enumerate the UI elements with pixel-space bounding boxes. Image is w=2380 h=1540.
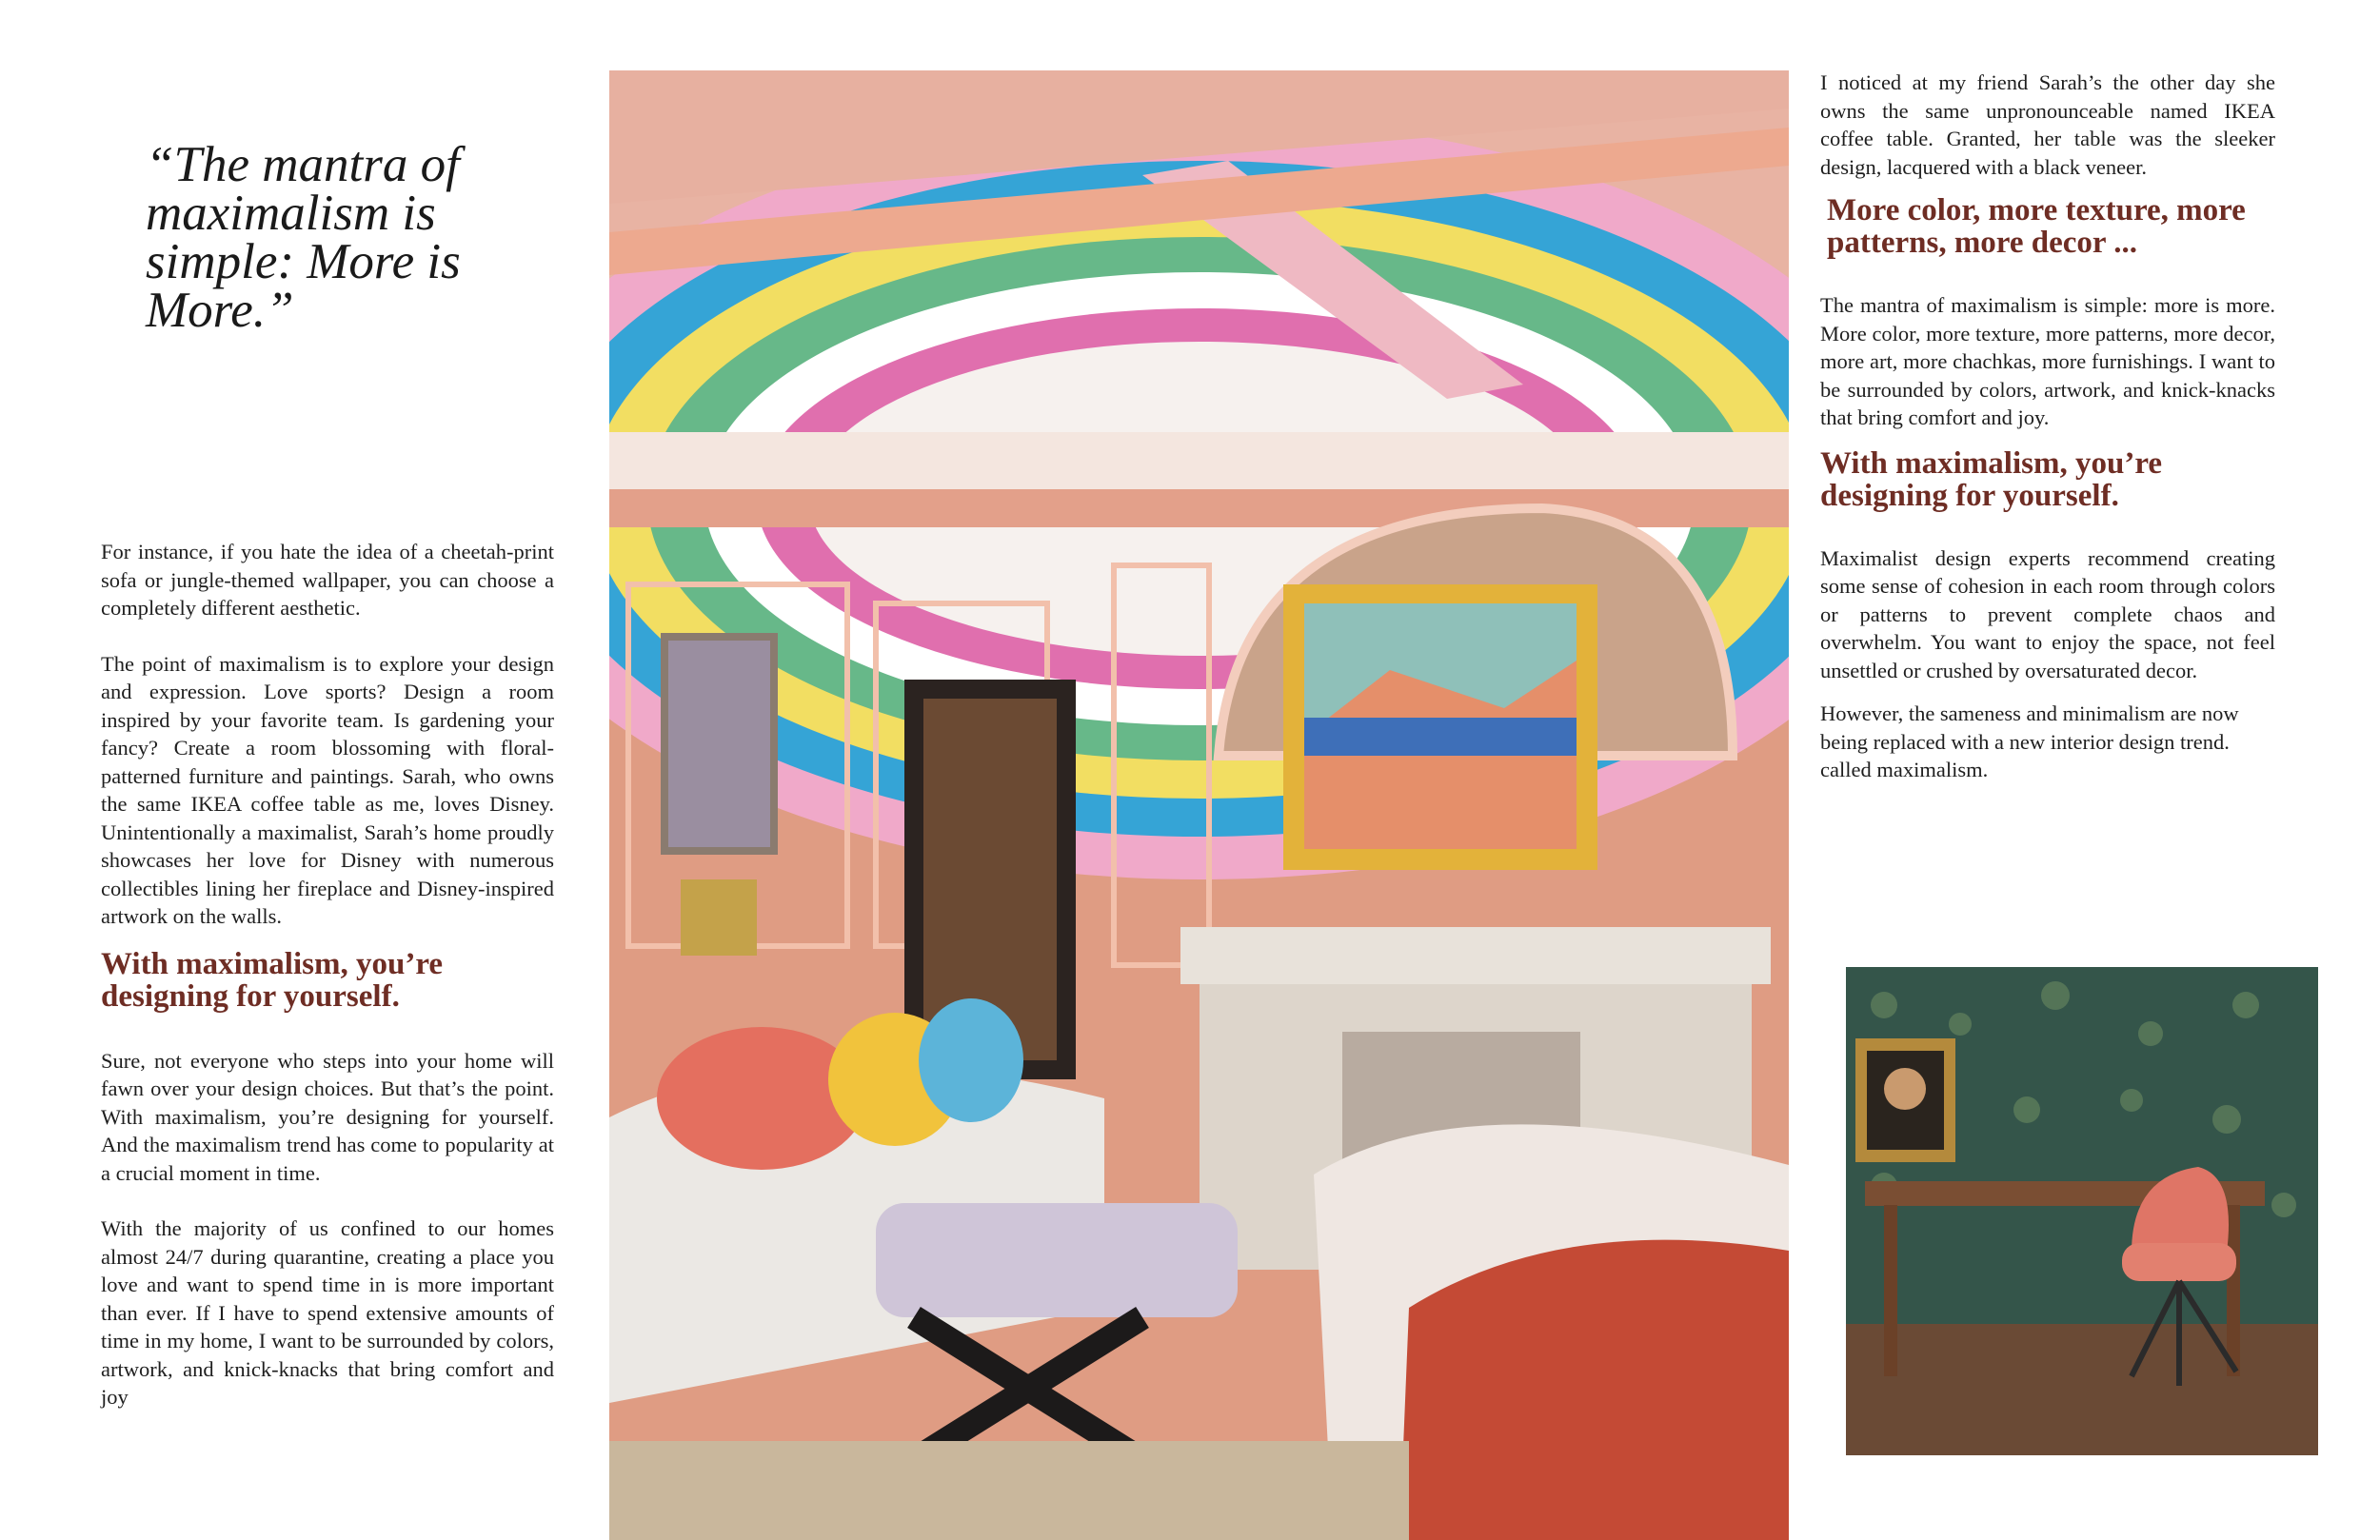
- left-paragraph-1: For instance, if you hate the idea of a cheetah-print sofa or jungle-themed wallpaper, you can choose a completely different aesthetic.: [101, 540, 554, 620]
- right-heading-2: With maximalism, you’re designing for yourself.: [1820, 445, 2163, 513]
- right-paragraph-1: I noticed at my friend Sarah’s the other day she owns the same unpronounceable named IKEA coffee table. Granted, her table was the sleeker design, lacquered with a black veneer.: [1820, 70, 2275, 179]
- right-paragraph-3: Maximalist design experts recommend creating some sense of cohesion in each room through colors or patterns to prevent complete chaos and overwhelm. You want to enjoy the space, not feel unsettled or crushed by oversaturated decor.: [1820, 545, 2275, 682]
- right-paragraph-4: However, the sameness and minimalism are now being replaced with a new interior design trend. called maximalism.: [1820, 701, 2239, 781]
- left-paragraph-2: The point of maximalism is to explore your design and expression. Love sports? Design a room inspired by your favorite team. Is gardening your fancy? Create a room blossoming with floral-patterned furniture and paintings. Sarah, who owns the same IKEA coffee table as me, loves Disney. Unintentionally a maximalist, Sarah’s home proudly showcases her love for Disney with numerous collectibles lining her fireplace and Disney-inspired artwork on the walls.: [101, 651, 554, 928]
- left-heading: With maximalism, you’re designing for yourself.: [101, 946, 444, 1014]
- right-paragraph-2: The mantra of maximalism is simple: more is more. More color, more texture, more patterns, more decor, more art, more chachkas, more furnishings. I want to be surrounded by colors, artwork, and knick-knacks that bring comfort and joy.: [1820, 293, 2275, 429]
- living-room-photo: [609, 70, 1789, 1540]
- left-paragraph-3: Sure, not everyone who steps into your home will fawn over your design choices. But that’s the point. With maximalism, you’re designing for yourself. And the maximalism trend has come to popularity at a crucial moment in time.: [101, 1048, 554, 1185]
- pull-quote: “The mantra of maximalism is simple: More is More.”: [146, 137, 461, 338]
- right-heading-1: More color, more texture, more patterns, more decor ...: [1827, 193, 2246, 260]
- left-column: [101, 538, 554, 1412]
- left-paragraph-4: With the majority of us confined to our homes almost 24/7 during quarantine, creating a place you love and want to spend time in is more important than ever. If I have to spend extensive amounts of time in my home, I want to be surrounded by colors, artwork, and knick-knacks that bring comfort and joy: [101, 1216, 554, 1409]
- study-room-photo: [1846, 967, 2318, 1455]
- right-column: [1820, 69, 2275, 784]
